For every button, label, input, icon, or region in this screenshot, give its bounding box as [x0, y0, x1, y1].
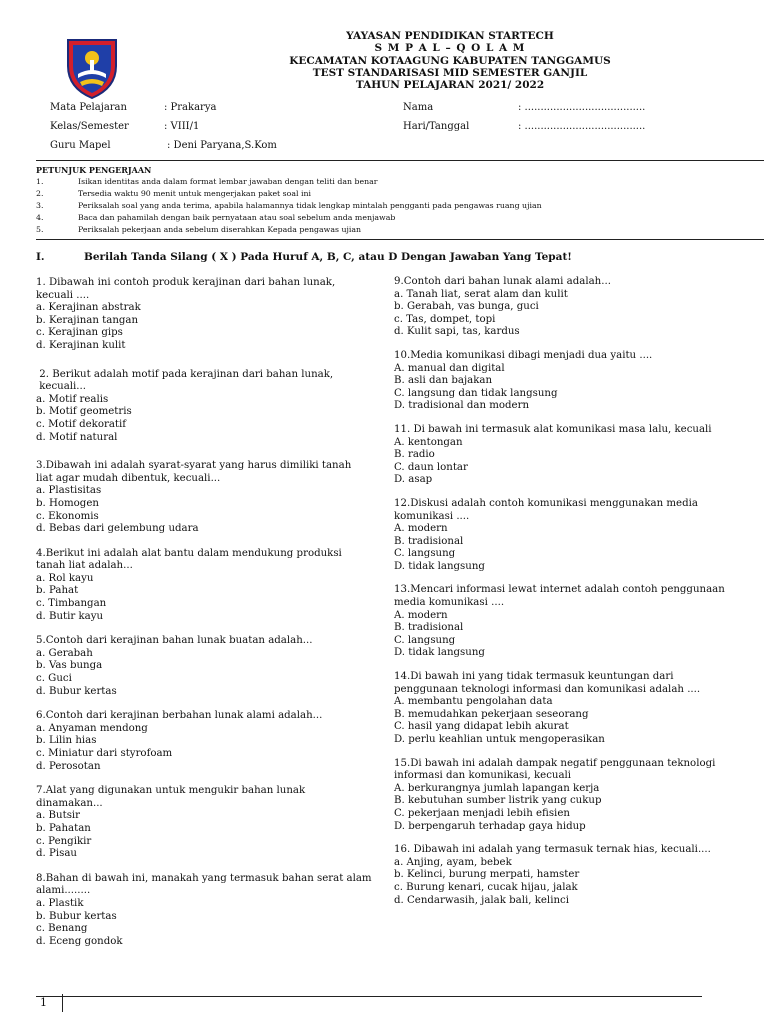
answer-option[interactable]: d. Motif natural	[36, 431, 118, 443]
answer-option[interactable]: d. Kulit sapi, tas, kardus	[394, 326, 520, 338]
page-number: 1	[40, 996, 47, 1009]
answer-option[interactable]: b. Motif geometris	[36, 406, 132, 418]
answer-option[interactable]: B. kebutuhan sumber listrik yang cukup	[394, 795, 602, 807]
answer-option[interactable]: D. perlu keahlian untuk mengoperasikan	[394, 734, 605, 745]
answer-option[interactable]: A. kentongan	[394, 436, 463, 448]
answer-option[interactable]: d. Eceng gondok	[36, 935, 123, 947]
question-block	[36, 460, 386, 536]
answer-option[interactable]: a. Anyaman mendong	[36, 722, 148, 734]
question-block	[36, 277, 386, 353]
question-block	[394, 844, 764, 907]
subject-label: Mata Pelajaran	[50, 102, 127, 113]
instruction-item: 1. Isikan identitas anda dalam format lembar jawaban dengan teliti dan benar	[36, 177, 378, 186]
date-label: Hari/Tanggal	[403, 121, 470, 132]
instruction-item: 3. Periksalah soal yang anda terima, apabila halamannya tidak lengkap mintalah pengganti pada pengawas ruang ujian	[36, 201, 542, 210]
divider	[36, 160, 764, 161]
answer-option[interactable]: D. tradisional dan modern	[394, 400, 530, 412]
instructions-title: PETUNJUK PENGERJAAN	[36, 165, 152, 175]
answer-option[interactable]: a. Plastik	[36, 897, 84, 909]
answer-option[interactable]: d. Pisau	[36, 848, 77, 860]
answer-option[interactable]: B. memudahkan pekerjaan seseorang	[394, 708, 589, 720]
answer-option[interactable]: b. Vas bunga	[36, 660, 103, 672]
class-label: Kelas/Semester	[50, 121, 129, 132]
answer-option[interactable]: B. asli dan bajakan	[394, 375, 493, 387]
question-block	[394, 498, 764, 574]
answer-option[interactable]: C. daun lontar	[394, 461, 468, 473]
school-logo	[64, 36, 120, 100]
answer-option[interactable]: b. Kelinci, burung merpati, hamster	[394, 869, 580, 881]
question-text: 12.Diskusi adalah contoh komunikasi menggunakan media komunikasi ....	[394, 497, 698, 522]
answer-option[interactable]: d. Perosotan	[36, 760, 101, 772]
answer-option[interactable]: B. radio	[394, 449, 435, 461]
footer-line	[36, 996, 702, 997]
question-block	[394, 424, 764, 487]
answer-option[interactable]: c. Benang	[36, 923, 88, 935]
answer-option[interactable]: b. Pahat	[36, 585, 79, 597]
answer-option[interactable]: C. pekerjaan menjadi lebih efisien	[394, 807, 570, 819]
question-text: 5.Contoh dari kerajinan bahan lunak buatan adalah...	[36, 635, 313, 647]
answer-option[interactable]: c. Guci	[36, 673, 72, 685]
answer-option[interactable]: a. Motif realis	[36, 393, 109, 405]
questions-right-column	[394, 276, 764, 907]
date-field[interactable]: : ......................................	[518, 121, 646, 132]
answer-option[interactable]: c. Ekonomis	[36, 510, 99, 522]
answer-option[interactable]: C. langsung	[394, 548, 456, 560]
answer-option[interactable]: c. Burung kenari, cucak hijau, jalak	[394, 881, 578, 893]
answer-option[interactable]: a. Rol kayu	[36, 572, 94, 584]
question-block	[394, 758, 764, 834]
answer-option[interactable]: b. Gerabah, vas bunga, guci	[394, 301, 539, 313]
answer-option[interactable]: c. Pengikir	[36, 835, 92, 847]
question-block	[36, 710, 386, 773]
header-district: KECAMATAN KOTAAGUNG KABUPATEN TANGGAMUS	[289, 54, 611, 67]
question-block	[394, 276, 764, 339]
answer-option[interactable]: c. Miniatur dari styrofoam	[36, 748, 173, 759]
answer-option[interactable]: d. Butir kayu	[36, 610, 104, 622]
answer-option[interactable]: d. Cendarwasih, jalak bali, kelinci	[394, 894, 569, 906]
document-header	[140, 30, 760, 91]
question-text: 11. Di bawah ini termasuk alat komunikasi masa lalu, kecuali	[394, 423, 712, 435]
header-school-year: TAHUN PELAJARAN 2021/ 2022	[355, 79, 545, 92]
question-text: 3.Dibawah ini adalah syarat-syarat yang harus dimiliki tanah liat agar mudah dibentuk, kecuali...	[36, 460, 352, 484]
answer-option[interactable]: c. Kerajinan gips	[36, 327, 123, 339]
question-text: 2. Berikut adalah motif pada kerajinan dari bahan lunak, kecuali...	[39, 368, 334, 393]
answer-option[interactable]: C. langsung dan tidak langsung	[394, 387, 558, 399]
question-block	[394, 671, 764, 747]
section-title: Berilah Tanda Silang ( X ) Pada Huruf A, B, C, atau D Dengan Jawaban Yang Tepat!	[84, 251, 572, 263]
answer-option[interactable]: a. Tanah liat, serat alam dan kulit	[394, 288, 568, 300]
question-text: 14.Di bawah ini yang tidak termasuk keuntungan dari penggunaan teknologi informasi dan komunikasi adalah ....	[394, 671, 701, 695]
answer-option[interactable]: c. Timbangan	[36, 598, 107, 610]
answer-option[interactable]: b. Lilin hias	[36, 735, 97, 747]
answer-option[interactable]: D. tidak langsung	[394, 560, 485, 572]
question-text: 4.Berikut ini adalah alat bantu dalam mendukung produksi tanah liat adalah...	[36, 547, 342, 572]
instruction-item: 2. Tersedia waktu 90 menit untuk mengerjakan paket soal ini	[36, 189, 311, 198]
answer-option[interactable]: A. modern	[394, 609, 448, 621]
answer-option[interactable]: c. Tas, dompet, topi	[394, 313, 496, 325]
question-block	[36, 548, 386, 624]
answer-option[interactable]: c. Motif dekoratif	[36, 418, 127, 430]
answer-option[interactable]: D. asap	[394, 474, 433, 486]
answer-option[interactable]: a. Butsir	[36, 810, 81, 822]
header-test-name: TEST STANDARISASI MID SEMESTER GANJIL	[312, 66, 588, 79]
answer-option[interactable]: A. manual dan digital	[394, 362, 505, 374]
answer-option[interactable]: C. langsung	[394, 634, 456, 646]
answer-option[interactable]: D. tidak langsung	[394, 647, 485, 659]
answer-option[interactable]: C. hasil yang didapat lebih akurat	[394, 721, 569, 733]
section-number: I.	[36, 251, 45, 263]
answer-option[interactable]: a. Kerajinan abstrak	[36, 302, 141, 314]
answer-option[interactable]: a. Gerabah	[36, 647, 93, 659]
answer-option[interactable]: b. Homogen	[36, 497, 99, 509]
answer-option[interactable]: b. Kerajinan tangan	[36, 314, 139, 326]
answer-option[interactable]: D. berpengaruh terhadap gaya hidup	[394, 820, 586, 832]
name-label: Nama	[403, 102, 434, 113]
answer-option[interactable]: b. Bubur kertas	[36, 910, 117, 922]
question-text: 6.Contoh dari kerajinan berbahan lunak alami adalah...	[36, 710, 323, 722]
question-text: 1. Dibawah ini contoh produk kerajinan dari bahan lunak, kecuali ....	[36, 277, 336, 301]
footer-divider	[62, 994, 63, 1012]
subject-value: : Prakarya	[164, 102, 217, 113]
header-school: S M P A L – Q O L A M	[374, 42, 526, 55]
questions-left-column	[36, 277, 386, 948]
teacher-value: : Deni Paryana,S.Kom	[167, 140, 277, 151]
question-block	[394, 350, 764, 413]
answer-option[interactable]: A. modern	[394, 523, 448, 535]
question-block	[394, 584, 764, 660]
instruction-item: 4. Baca dan pahamilah dengan baik pernyataan atau soal sebelum anda menjawab	[36, 213, 396, 222]
answer-option[interactable]: d. Bebas dari gelembung udara	[36, 523, 199, 535]
answer-option[interactable]: A. berkurangnya jumlah lapangan kerja	[394, 782, 600, 794]
section-heading	[36, 251, 572, 263]
teacher-label: Guru Mapel	[50, 140, 111, 151]
divider	[36, 239, 764, 240]
answer-option[interactable]: a. Plastisitas	[36, 485, 102, 497]
name-field[interactable]: : ......................................	[518, 102, 646, 113]
question-block	[36, 635, 386, 698]
answer-option[interactable]: d. Bubur kertas	[36, 685, 117, 697]
question-text: 8.Bahan di bawah ini, manakah yang termasuk bahan serat alam alami........	[36, 872, 372, 897]
instructions-list	[36, 176, 542, 236]
class-value: : VIII/1	[164, 121, 200, 132]
header-foundation: YAYASAN PENDIDIKAN STARTECH	[346, 30, 554, 42]
question-block	[36, 873, 386, 949]
question-text: 7.Alat yang digunakan untuk mengukir bahan lunak dinamakan...	[36, 785, 306, 809]
instruction-item: 5. Periksalah pekerjaan anda sebelum diserahkan Kepada pengawas ujian	[36, 225, 362, 234]
answer-option[interactable]: B. tradisional	[394, 622, 464, 634]
answer-option[interactable]: A. membantu pengolahan data	[394, 696, 553, 708]
question-text: 9.Contoh dari bahan lunak alami adalah...	[394, 276, 611, 287]
answer-option[interactable]: d. Kerajinan kulit	[36, 339, 126, 351]
question-block	[36, 369, 386, 445]
question-block	[36, 785, 386, 861]
answer-option[interactable]: b. Pahatan	[36, 822, 91, 834]
question-text: 16. Dibawah ini adalah yang termasuk ternak hias, kecuali....	[394, 844, 711, 856]
answer-option[interactable]: a. Anjing, ayam, bebek	[394, 856, 512, 868]
question-text: 13.Mencari informasi lewat internet adalah contoh penggunaan media komunikasi ....	[394, 584, 725, 609]
question-text: 15.Di bawah ini adalah dampak negatif penggunaan teknologi informasi dan komunikasi, kecuali	[394, 757, 716, 782]
answer-option[interactable]: B. tradisional	[394, 535, 464, 547]
question-text: 10.Media komunikasi dibagi menjadi dua yaitu ....	[394, 349, 653, 361]
